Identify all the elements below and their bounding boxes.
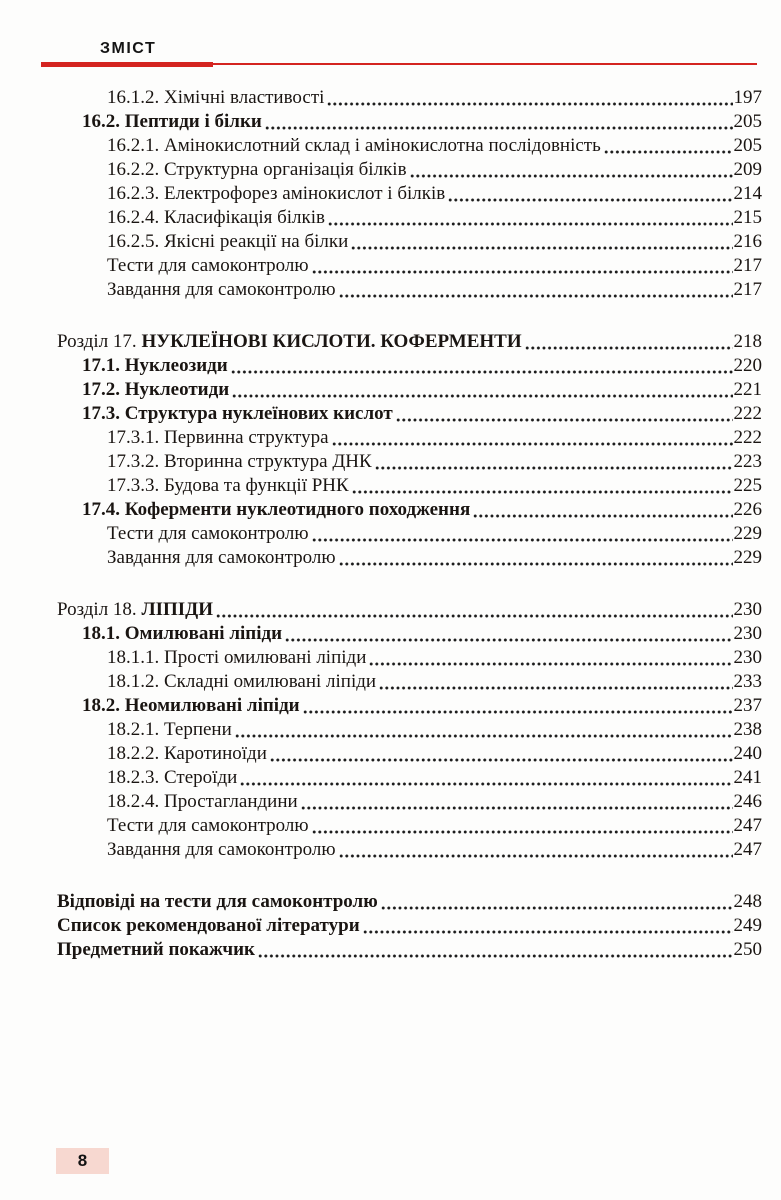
toc-entry-label (107, 134, 601, 158)
toc-entry (57, 182, 762, 206)
toc-entry-page: 230 (733, 647, 762, 668)
toc-entry-page: 225 (733, 475, 762, 496)
dot-leader (231, 369, 733, 375)
toc-entry-title: 17.3.1. Первинна структура (107, 427, 329, 448)
page-number: 8 (77, 1151, 88, 1170)
toc-group-section-18 (57, 598, 762, 862)
toc-entry-label (107, 474, 349, 498)
toc-entry-page: 249 (733, 915, 762, 936)
table-of-contents (57, 86, 762, 962)
toc-entry-title: Завдання для самоконтролю (107, 279, 336, 300)
toc-entry-title: ЛІПІДИ (141, 599, 214, 620)
toc-entry (57, 426, 762, 450)
toc-entry-page: 237 (733, 695, 762, 716)
toc-entry-page: 205 (733, 135, 762, 156)
toc-entry-label (107, 742, 267, 766)
dot-leader (351, 245, 732, 251)
toc-entry-page: 246 (733, 791, 762, 812)
dot-leader (258, 953, 733, 959)
toc-entry-page: 217 (733, 279, 762, 300)
toc-entry-label (57, 938, 255, 962)
dot-leader (240, 781, 732, 787)
toc-entry (57, 498, 762, 522)
toc-entry-page: 230 (733, 623, 762, 644)
toc-entry-label (107, 450, 372, 474)
dot-leader (265, 125, 733, 131)
dot-leader (525, 345, 733, 351)
toc-entry-title: 18.2.1. Терпени (107, 719, 232, 740)
toc-entry-label (57, 914, 360, 938)
toc-entry (57, 890, 762, 914)
toc-entry-title: 17.2. Нуклеотиди (82, 379, 230, 400)
toc-entry-page: 214 (733, 183, 762, 204)
dot-leader (352, 489, 733, 495)
dot-leader (303, 709, 733, 715)
toc-entry-title: 16.2.3. Електрофорез амінокислот і білків (107, 183, 446, 204)
toc-entry-page: 247 (733, 815, 762, 836)
toc-entry-title: 17.3.3. Будова та функції РНК (107, 475, 349, 496)
toc-entry-title: 16.1.2. Хімічні властивості (107, 87, 325, 108)
toc-entry-label (57, 598, 213, 622)
toc-entry-title: Тести для самоконтролю (107, 815, 309, 836)
toc-entry-page: 215 (733, 207, 762, 228)
toc-entry-label (107, 546, 336, 570)
toc-entry-label (107, 766, 237, 790)
dot-leader (232, 393, 732, 399)
toc-entry (57, 254, 762, 278)
toc-entry-label (107, 838, 336, 862)
toc-entry-label (107, 426, 329, 450)
page-title: ЗМІСТ (100, 40, 157, 57)
toc-entry-label (107, 790, 298, 814)
toc-entry (57, 694, 762, 718)
toc-entry-title: 16.2.4. Класифікація білків (107, 207, 325, 228)
toc-entry-page: 222 (733, 427, 762, 448)
toc-entry (57, 450, 762, 474)
dot-leader (285, 637, 732, 643)
toc-entry-title: 18.2. Неомилювані ліпіди (82, 695, 300, 716)
toc-entry (57, 718, 762, 742)
toc-entry-page: 217 (733, 255, 762, 276)
toc-entry-label (107, 670, 376, 694)
toc-entry-label (82, 378, 229, 402)
toc-entry-title: 16.2.2. Структурна організація білків (107, 159, 407, 180)
toc-entry-title: Тести для самоконтролю (107, 255, 309, 276)
toc-entry (57, 598, 762, 622)
toc-entry-page: 209 (733, 159, 762, 180)
toc-entry-page: 233 (733, 671, 762, 692)
dot-leader (312, 829, 733, 835)
toc-entry-page: 247 (733, 839, 762, 860)
toc-entry (57, 622, 762, 646)
toc-entry (57, 86, 762, 110)
toc-entry-page: 229 (733, 547, 762, 568)
toc-entry (57, 330, 762, 354)
toc-entry-title: 16.2. Пептиди і білки (82, 111, 262, 132)
dot-leader (312, 269, 733, 275)
toc-entry (57, 378, 762, 402)
dot-leader (396, 417, 733, 423)
toc-entry (57, 134, 762, 158)
toc-entry-page: 230 (733, 599, 762, 620)
toc-entry-page: 238 (733, 719, 762, 740)
toc-group-section-16 (57, 86, 762, 302)
toc-entry-label (107, 86, 324, 110)
dot-leader (301, 805, 733, 811)
toc-entry (57, 402, 762, 426)
toc-entry-title: 16.2.1. Амінокислотний склад і амінокислотна послідовність (107, 135, 601, 156)
toc-entry-label (82, 498, 470, 522)
toc-entry (57, 546, 762, 570)
toc-entry-label (82, 110, 262, 134)
toc-entry-title: 17.1. Нуклеозиди (82, 355, 228, 376)
toc-entry-label (107, 206, 325, 230)
dot-leader (473, 513, 732, 519)
header-rule-thick-segment (41, 62, 213, 67)
toc-entry-page: 229 (733, 523, 762, 544)
toc-entry (57, 646, 762, 670)
toc-entry (57, 474, 762, 498)
dot-leader (363, 929, 733, 935)
toc-entry-title: 18.1.1. Прості омилювані ліпіди (107, 647, 367, 668)
dot-leader (375, 465, 733, 471)
toc-entry-title: 18.1. Омилювані ліпіди (82, 623, 283, 644)
toc-entry-label (107, 230, 348, 254)
toc-entry (57, 522, 762, 546)
toc-entry-title: Список рекомендованої літератури (57, 915, 360, 936)
toc-entry-label (107, 646, 366, 670)
toc-entry-page: 250 (733, 939, 762, 960)
toc-entry (57, 790, 762, 814)
page-number-badge (56, 1148, 109, 1174)
toc-entry-title: Предметний покажчик (57, 939, 255, 960)
toc-entry-page: 248 (733, 891, 762, 912)
toc-entry (57, 914, 762, 938)
dot-leader (328, 221, 733, 227)
toc-entry-title: 17.3. Структура нуклеїнових кислот (82, 403, 393, 424)
toc-entry-title: Тести для самоконтролю (107, 523, 309, 544)
dot-leader (604, 149, 733, 155)
toc-entry-page: 205 (733, 111, 762, 132)
toc-entry (57, 230, 762, 254)
dot-leader (332, 441, 733, 447)
header-rule-thin-segment (213, 63, 757, 65)
dot-leader (339, 853, 733, 859)
toc-entry-page: 197 (733, 87, 762, 108)
toc-entry-label (107, 278, 336, 302)
toc-entry-label (57, 890, 378, 914)
dot-leader (379, 685, 732, 691)
dot-leader (312, 537, 733, 543)
toc-entry (57, 206, 762, 230)
toc-entry-page: 220 (733, 355, 762, 376)
toc-entry-title: 18.2.3. Стероїди (107, 767, 238, 788)
toc-entry-label (82, 622, 282, 646)
toc-entry-page: 226 (733, 499, 762, 520)
toc-entry (57, 814, 762, 838)
toc-entry (57, 110, 762, 134)
toc-entry-title: 18.2.4. Простагландини (107, 791, 298, 812)
dot-leader (339, 561, 733, 567)
toc-entry-title: 17.4. Коферменти нуклеотидного походження (82, 499, 471, 520)
toc-entry-label (57, 330, 522, 354)
toc-entry-label (82, 402, 393, 426)
toc-entry-title: НУКЛЕЇНОВІ КИСЛОТИ. КОФЕРМЕНТИ (141, 331, 522, 352)
dot-leader (369, 661, 732, 667)
toc-entry-title: 18.2.2. Каротиноїди (107, 743, 267, 764)
toc-entry-page: 222 (733, 403, 762, 424)
dot-leader (381, 905, 733, 911)
toc-entry-label (82, 354, 228, 378)
toc-entry (57, 278, 762, 302)
toc-entry-page: 240 (733, 743, 762, 764)
dot-leader (410, 173, 733, 179)
dot-leader (235, 733, 733, 739)
toc-entry (57, 938, 762, 962)
toc-entry-label (107, 718, 232, 742)
toc-entry (57, 766, 762, 790)
toc-entry-label (107, 254, 309, 278)
toc-entry-label (107, 522, 309, 546)
toc-entry-label (107, 814, 309, 838)
toc-entry-page: 216 (733, 231, 762, 252)
toc-entry-prefix: Розділ 18. (57, 599, 142, 620)
toc-entry-page: 218 (733, 331, 762, 352)
toc-entry (57, 742, 762, 766)
toc-entry-label (107, 182, 445, 206)
toc-entry (57, 838, 762, 862)
header-rule-divider (41, 62, 757, 67)
toc-entry (57, 354, 762, 378)
toc-entry (57, 670, 762, 694)
toc-entry-title: Завдання для самоконтролю (107, 547, 336, 568)
toc-entry-title: Завдання для самоконтролю (107, 839, 336, 860)
toc-entry-title: Відповіді на тести для самоконтролю (57, 891, 378, 912)
toc-entry-page: 223 (733, 451, 762, 472)
toc-entry-title: 17.3.2. Вторинна структура ДНК (107, 451, 372, 472)
toc-group-back-matter (57, 890, 762, 962)
toc-entry-prefix: Розділ 17. (57, 331, 142, 352)
toc-entry-page: 241 (733, 767, 762, 788)
toc-entry-title: 18.1.2. Складні омилювані ліпіди (107, 671, 377, 692)
dot-leader (216, 613, 732, 619)
toc-entry-label (107, 158, 407, 182)
dot-leader (448, 197, 732, 203)
dot-leader (270, 757, 733, 763)
dot-leader (327, 101, 732, 107)
dot-leader (339, 293, 733, 299)
toc-entry (57, 158, 762, 182)
toc-group-section-17 (57, 330, 762, 570)
toc-entry-title: 16.2.5. Якісні реакції на білки (107, 231, 349, 252)
toc-entry-label (82, 694, 300, 718)
toc-entry-page: 221 (733, 379, 762, 400)
